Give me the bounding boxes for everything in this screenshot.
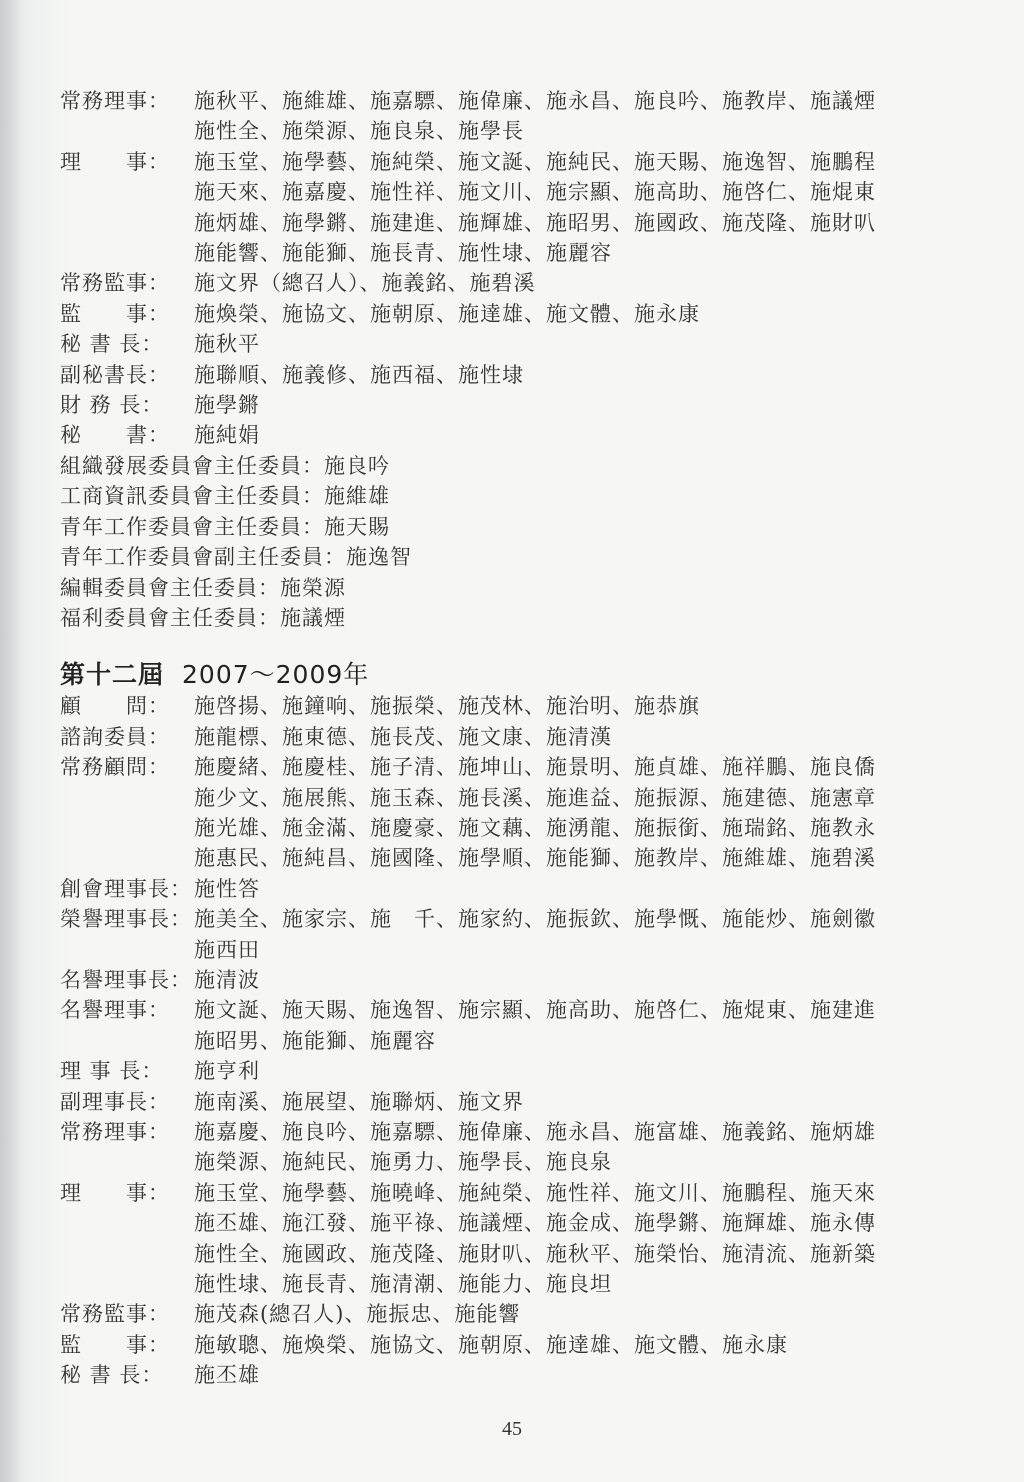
member-names: 施玉堂、施學藝、施純榮、施文誕、施純民、施天賜、施逸智、施鵬程 施天來、施嘉慶、施性祥、施文川、施宗顯、施高助、施啓仁、施焜東 施炳雄、施學鏘、施建進、施輝雄、施昭男、施國政、施茂隆、施財叭 施能響、施能獅、施長青、施性埭、施麗容 — [194, 149, 876, 266]
roster-entry — [60, 752, 960, 874]
role-label: 財 務 長： — [60, 393, 164, 418]
member-names: 施文界（總召人）、施義銘、施碧溪 — [194, 271, 536, 296]
page-content — [60, 86, 960, 1391]
member-names: 施亨利 — [194, 1059, 260, 1084]
roster-entry — [60, 86, 960, 147]
member-names: 施啓揚、施鐘响、施振榮、施茂林、施治明、施恭旗 — [194, 694, 700, 719]
roster-entry — [60, 722, 960, 752]
roster-entry — [60, 965, 960, 995]
roster-entry — [60, 360, 960, 390]
roster-entry — [60, 1330, 960, 1360]
role-label: 副秘書長： — [60, 362, 170, 387]
role-label: 秘 書： — [60, 423, 170, 448]
role-label: 秘 書 長： — [60, 332, 164, 357]
role-label: 常務理事： — [60, 89, 170, 113]
committee-line: 福利委員會主任委員：施議煙 — [60, 605, 346, 630]
role-label: 理 事： — [60, 1180, 170, 1205]
term-12-roster — [60, 691, 960, 1390]
role-label: 副理事長： — [60, 1089, 170, 1114]
roster-entry — [60, 147, 960, 269]
page-number: 45 — [502, 1418, 522, 1440]
prev-term-roster — [60, 86, 960, 633]
role-label: 理 事： — [60, 149, 170, 174]
member-names: 施性答 — [194, 876, 260, 901]
role-label: 理 事 長： — [60, 1059, 164, 1084]
role-label: 常務監事： — [60, 271, 170, 296]
roster-entry — [60, 995, 960, 1056]
member-names: 施敏聰、施煥榮、施協文、施朝原、施達雄、施文體、施永康 — [194, 1332, 788, 1357]
member-names: 施茂森(總召人)、施振忠、施能響 — [194, 1302, 521, 1327]
member-names: 施美全、施家宗、施 千、施家約、施振欽、施學慨、施能炒、施劍徽 施西田 — [194, 907, 876, 962]
member-names: 施文誕、施天賜、施逸智、施宗顯、施高助、施啓仁、施焜東、施建進 施昭男、施能獅、施麗容 — [194, 998, 876, 1053]
role-label: 名譽理事長： — [60, 967, 192, 992]
roster-entry — [60, 329, 960, 359]
role-label: 監 事： — [60, 1332, 170, 1357]
role-label: 顧 問： — [60, 694, 170, 719]
member-names: 施南溪、施展望、施聯炳、施文界 — [194, 1089, 524, 1114]
member-names: 施玉堂、施學藝、施曉峰、施純榮、施性祥、施文川、施鵬程、施天來 施丕雄、施江發、施平祿、施議煙、施金成、施學鏘、施輝雄、施永傳 施性全、施國政、施茂隆、施財叭、施秋平、施榮怡、施清流、施新築 施性埭、施長青、施清潮、施能力、施良坦 — [194, 1180, 876, 1297]
roster-entry — [60, 1056, 960, 1086]
roster-entry — [60, 1087, 960, 1117]
member-names: 施清波 — [194, 967, 260, 992]
roster-entry — [60, 268, 960, 298]
roster-entry — [60, 691, 960, 721]
term-years: 2007～2009年 — [182, 660, 370, 690]
member-names: 施嘉慶、施良吟、施嘉驃、施偉廉、施永昌、施富雄、施義銘、施炳雄 施榮源、施純民、施勇力、施學長、施良泉 — [194, 1120, 876, 1175]
role-label: 創會理事長： — [60, 876, 192, 901]
roster-entry — [60, 874, 960, 904]
member-names: 施慶緒、施慶桂、施子清、施坤山、施景明、施貞雄、施祥鵬、施良僑 施少文、施展熊、施玉森、施長溪、施進益、施振源、施建德、施憲章 施光雄、施金滿、施慶豪、施文藕、施湧龍、施振銜、施瑞銘、施教永 施惠民、施純昌、施國隆、施學順、施能獅、施教岸、施維雄、施碧溪 — [194, 755, 876, 871]
roster-entry — [60, 1117, 960, 1178]
role-label: 常務監事： — [60, 1302, 170, 1327]
term-title: 第十二屆 — [60, 660, 165, 690]
committee-line: 青年工作委員會副主任委員：施逸智 — [60, 545, 412, 570]
role-label: 諮詢委員： — [60, 724, 170, 749]
role-label: 常務顧問： — [60, 755, 170, 780]
member-names: 施秋平、施維雄、施嘉驃、施偉廉、施永昌、施良吟、施教岸、施議煙 施性全、施榮源、施良泉、施學長 — [194, 89, 876, 144]
committee-line: 組織發展委員會主任委員：施良吟 — [60, 453, 390, 478]
member-names: 施純娟 — [194, 423, 260, 448]
role-label: 榮譽理事長： — [60, 907, 192, 932]
member-names: 施聯順、施義修、施西福、施性埭 — [194, 362, 524, 387]
roster-entry — [60, 390, 960, 420]
member-names: 施煥榮、施協文、施朝原、施達雄、施文體、施永康 — [194, 301, 700, 326]
member-names: 施丕雄 — [194, 1363, 260, 1388]
committee-line: 青年工作委員會主任委員：施天賜 — [60, 514, 390, 539]
role-label: 監 事： — [60, 301, 170, 326]
roster-entry — [60, 1360, 960, 1390]
roster-entry — [60, 1299, 960, 1329]
committee-line: 工商資訊委員會主任委員：施維雄 — [60, 484, 390, 509]
member-names: 施學鏘 — [194, 393, 260, 418]
roster-entry — [60, 420, 960, 450]
roster-entry — [60, 299, 960, 329]
roster-entry — [60, 904, 960, 965]
gutter-shadow — [0, 0, 22, 1482]
role-label: 秘 書 長： — [60, 1363, 164, 1388]
committee-line: 編輯委員會主任委員：施榮源 — [60, 575, 346, 600]
member-names: 施秋平 — [194, 332, 260, 357]
term-heading — [60, 659, 960, 691]
member-names: 施龍標、施東德、施長茂、施文康、施清漢 — [194, 724, 612, 749]
role-label: 名譽理事： — [60, 998, 170, 1023]
roster-entry — [60, 1178, 960, 1300]
role-label: 常務理事： — [60, 1120, 170, 1144]
